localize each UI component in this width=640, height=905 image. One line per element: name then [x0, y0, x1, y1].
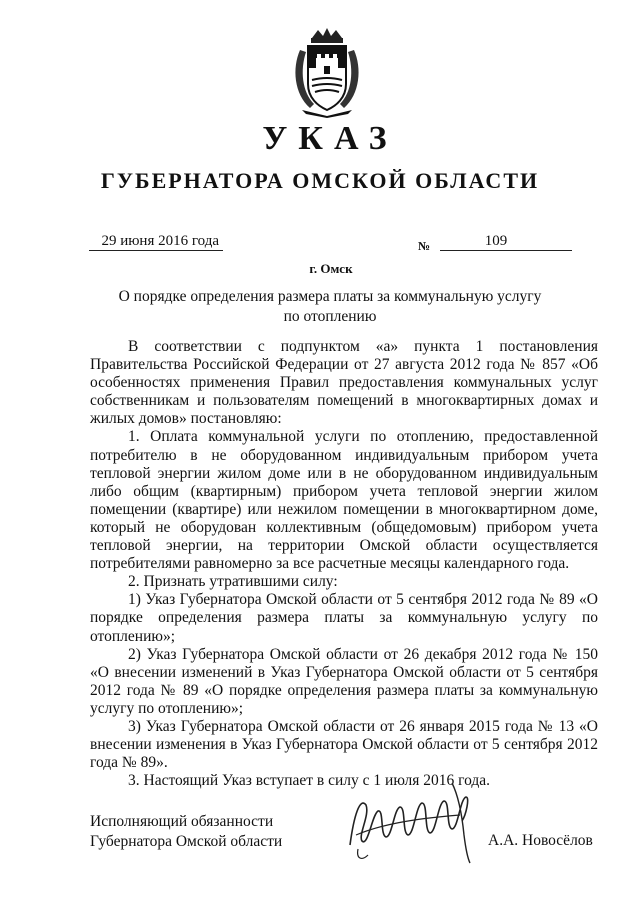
- number-sign: №: [418, 239, 431, 253]
- item-1-paragraph: 1. Оплата коммунальной услуги по отоплению, предоставленной потребителю в не оборудованном индивидуальным прибором учета тепловой энергии жилом доме или в не оборудованном индивидуальным либо общим (квартирным) прибором учета тепловой энергии жилом помещении (квартире) или нежилом помещении в многоквартирном доме, который не оборудован коллективным (общедомовым) прибором учета тепловой энергии, на территории Омской области осуществляется потребителями равномерно за все расчетные месяцы календарного года.: [90, 428, 598, 573]
- document-title: УКАЗ: [262, 120, 398, 157]
- item-2-3-paragraph: 3) Указ Губернатора Омской области от 26 января 2015 года № 13 «О внесении изменения в Указ Губернатора Омской области от 5 сентября 2012 года № 89».: [90, 717, 598, 772]
- item-2-2-paragraph: 2) Указ Губернатора Омской области от 26 декабря 2012 года № 150 «О внесении изменений в Указ Губернатора Омской области от 5 сентября 2012 года № 89 «О порядке определения размера платы за коммунальную услугу по отоплению»;: [90, 645, 598, 717]
- decree-subject: [110, 287, 550, 327]
- document-issuer: ГУБЕРНАТОРА ОМСКОЙ ОБЛАСТИ: [100, 168, 540, 193]
- decree-body: [90, 338, 598, 790]
- signatory-name: А.А. Новосёлов: [488, 832, 593, 849]
- subject-line-2: по отоплению: [283, 308, 377, 325]
- decree-date: 29 июня 2016 года: [89, 233, 223, 251]
- signatory-position: [90, 812, 282, 852]
- omsk-region-coat-of-arms-icon: [288, 28, 366, 118]
- item-2-paragraph: 2. Признать утратившими силу:: [128, 573, 338, 591]
- item-2-1-paragraph: 1) Указ Губернатора Омской области от 5 сентября 2012 года № 89 «О порядке определения размера платы за коммунальную услугу по отоплению»;: [90, 591, 598, 645]
- signatory-position-line-2: Губернатора Омской области: [90, 833, 283, 850]
- decree-city: г. Омск: [309, 261, 353, 276]
- signatory-position-line-1: Исполняющий обязанности: [90, 813, 274, 830]
- handwritten-signature-icon: [340, 775, 490, 865]
- item-3-paragraph: 3. Настоящий Указ вступает в силу с 1 июля 2016 года.: [128, 772, 491, 790]
- decree-number: 109: [440, 233, 572, 251]
- subject-line-1: О порядке определения размера платы за коммунальную услугу: [118, 288, 542, 305]
- preamble-paragraph: В соответствии с подпунктом «а» пункта 1 постановления Правительства Российской Федерации от 27 августа 2012 года № 857 «Об особенностях применения Правил предоставления коммунальных услуг собственникам и пользователям помещений в многоквартирных домах и жилых домов» постановляю:: [90, 338, 598, 428]
